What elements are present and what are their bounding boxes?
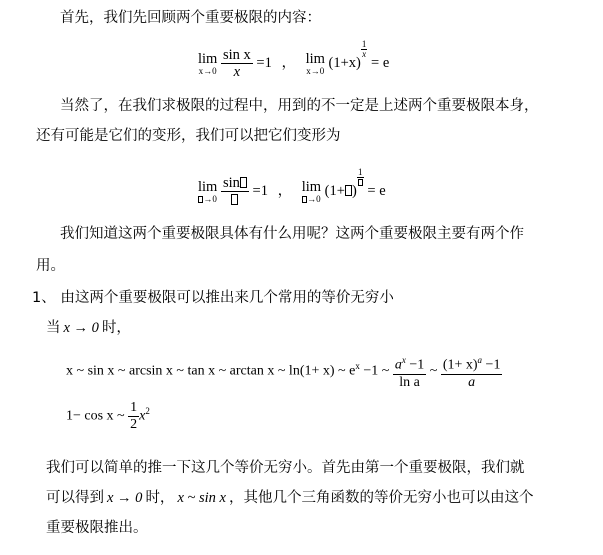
placeholder-box-icon (358, 179, 363, 186)
condition-line: 当 x → 0 时， (46, 320, 131, 336)
paragraph-usage-line1: 我们知道这两个重要极限具体有什么用呢？这两个重要极限主要有两个作 (60, 226, 524, 242)
exponent-one-over-x: $\frac{1}{x}$ (361, 39, 367, 59)
list-item-1: 1、 由这两个重要极限可以推出来几个常用的等价无穷小 (32, 290, 394, 306)
fraction-sin-box-over-box: sin (221, 175, 249, 208)
paragraph-intro: 首先，我们先回顾两个重要极限的内容： (60, 10, 321, 26)
limit-operator: lim x→0 (198, 50, 218, 76)
formula-variant-limits: lim →0 sin =1 ， lim →0 (1+ ) 1 = e (198, 168, 386, 208)
formula-one-minus-cos: 1− cos x ~ $\frac{1}{2}$ $x^2$ (66, 400, 150, 432)
paragraph-variant-line2: 还有可能是它们的变形，我们可以把它们变形为 (36, 128, 341, 144)
placeholder-box-icon (231, 194, 238, 205)
placeholder-box-icon (345, 185, 352, 196)
paragraph-derivation-line3: 重要极限推出。 (46, 520, 148, 536)
paragraph-usage-line2: 用。 (36, 258, 65, 274)
paragraph-derivation-line2: 可以得到 x → 0 时， x ~ sin x ，其他几个三角函数的等价无穷小也可以由这个 (46, 490, 534, 506)
limit-operator-variant: lim →0 (198, 178, 218, 204)
paragraph-derivation-line1: 我们可以简单的推一下这几个等价无穷小。首先由第一个重要极限，我们就 (46, 460, 525, 476)
formula-two-limits: lim x→0 $\frac{\text{sin x}}{x}$ =1 ， lim x→0 (1+x) $\frac{1}{x}$ = e (198, 39, 390, 81)
paragraph-variant-line1: 当然了，在我们求极限的过程中，用到的不一定是上述两个重要极限本身， (60, 98, 539, 114)
formula-equivalent-infinitesimals: x ~ sin x ~ arcsin x ~ tan x ~ arctan x ~ ln(1+ x) ~ $e^x -1$ ~ $\frac{a^x -1}{\text{ln a}}$ ~ $\frac{(1+ x)^a -1}{a}$ (66, 352, 502, 391)
limit-operator-variant-2: lim →0 (301, 178, 322, 204)
placeholder-box-icon (240, 177, 247, 188)
fraction-ax-minus-1-over-lna: $\frac{a^x -1}{\text{ln a}}$ (393, 352, 426, 391)
fraction-sinx-over-x: $\frac{\text{sin x}}{x}$ (222, 47, 251, 81)
limit-operator-2: lim x→0 (305, 50, 325, 76)
fraction-1px-a-minus-1-over-a: $\frac{(1+ x)^a -1}{a}$ (441, 352, 503, 391)
fraction-one-half: $\frac{1}{2}$ (130, 400, 138, 432)
exponent-one-over-box: 1 (357, 168, 364, 187)
